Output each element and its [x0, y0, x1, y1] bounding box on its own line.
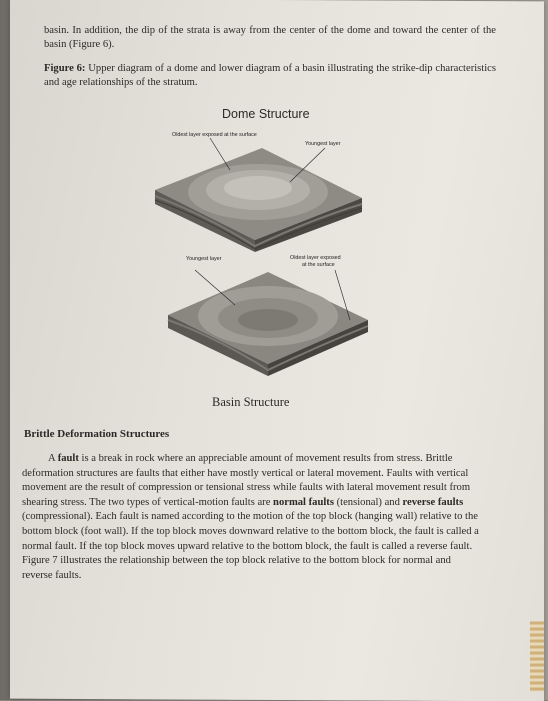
basin-title: Basin Structure [212, 395, 290, 409]
basin-label-oldest-2: at the surface [302, 262, 335, 268]
dome-basin-figure [150, 120, 390, 400]
basin-label-youngest: Youngest layer [186, 256, 222, 262]
basin-diagram [168, 270, 368, 376]
para-text-4: (compressional). Each fault is named according to the motion of the top block (hanging wall) relative to the bottom block (foot wall). If the top block moves downward relative to the bottom block, the fault is called a normal fault. If the top block moves upward relative to the bottom block, the fault is called a reverse fault. Figure 7 illustrates the relationship between the top block relative to the bottom block for normal and reverse faults. [22, 511, 479, 581]
dome-label-youngest: Youngest layer [305, 141, 341, 147]
dome-diagram [155, 138, 362, 252]
fault-paragraph [22, 452, 480, 583]
dome-title: Dome Structure [222, 107, 310, 121]
figure-caption-label: Figure 6: [44, 63, 86, 74]
term-normal-faults: normal faults [273, 496, 334, 508]
dome-label-oldest: Oldest layer exposed at the surface [172, 132, 257, 138]
basin-label-oldest-1: Oldest layer exposed [290, 255, 341, 261]
term-fault: fault [57, 453, 79, 464]
term-reverse-faults: reverse faults [402, 496, 464, 508]
para-text-3: (tensional) and [333, 496, 403, 508]
figure-caption [44, 62, 496, 91]
figure-caption-text: Upper diagram of a dome and lower diagram of a basin illustrating the strike-dip characteristics and age relationships of the stratum. [44, 63, 497, 89]
para-text-2: is a break in rock where an appreciable amount of movement results from stress. Brittle deformation structures are faults that either have mostly vertical or lateral movement. Faults with vertical movement are the result of compression or tensional stress while faults with lateral movement result from shearing stress. The two types of vertical-motion faults are [22, 453, 471, 508]
para-text-1: A [48, 453, 58, 464]
section-heading: Brittle Deformation Structures [24, 428, 170, 440]
page-tabs [530, 621, 544, 691]
intro-paragraph: basin. In addition, the dip of the strata is away from the center of the dome and toward the center of the basin (Figure 6). [44, 25, 496, 51]
